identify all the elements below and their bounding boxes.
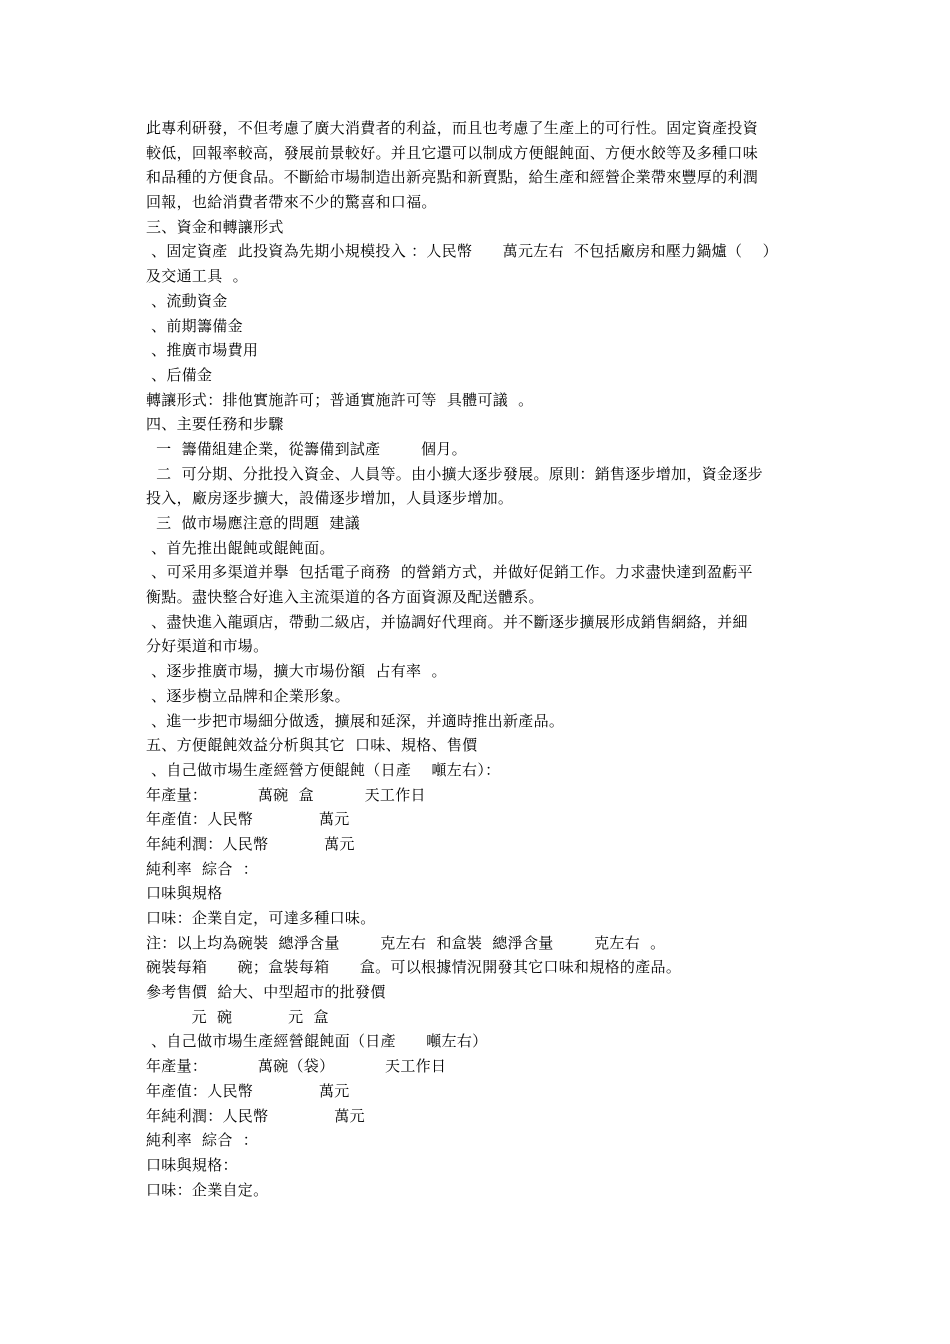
text-line: 分好渠道和市場。 <box>146 637 269 656</box>
text-line: 、進一步把市場細分做透，擴展和延深，并適時推出新產品。 <box>146 711 565 730</box>
text-line: 口味：企業自定，可達多種口味。 <box>146 909 376 927</box>
text-line: 參考售價 給大、中型超市的批發價 <box>146 983 386 1002</box>
text-line: 衡點。盡快整合好進入主流渠道的各方面資源及配送體系。 <box>146 588 544 607</box>
document-body <box>146 116 810 1202</box>
text-line: 和品種的方便食品。不斷給市場制造出新亮點和新賣點，給生產和經營企業帶來豐厚的利潤 <box>146 168 759 187</box>
text-line: 、自己做市場生產經營方便餛飩（日產 噸左右）： <box>146 760 501 779</box>
text-line: 此專利研發，不但考慮了廣大消費者的利益，而且也考慮了生產上的可行性。固定資產投資 <box>146 119 759 137</box>
text-line: 、自己做市場生產經營餛飩面（日產 噸左右） <box>146 1032 488 1051</box>
text-line: 年產量： 萬碗 盒 天工作日 <box>146 785 426 804</box>
text-line: 投入，廠房逐步擴大，設備逐步增加，人員逐步增加。 <box>146 489 514 508</box>
text-line: 、后備金 <box>146 365 213 384</box>
text-line: 轉讓形式：排他實施許可；普通實施許可等 具體可議 。 <box>146 390 534 409</box>
text-line: 年產量： 萬碗（袋） 天工作日 <box>146 1057 447 1076</box>
text-line: 及交通工具 。 <box>146 267 248 286</box>
text-line: 元 碗 元 盒 <box>146 1007 329 1026</box>
text-line: 年純利潤：人民幣 萬元 <box>146 1106 365 1125</box>
text-line: 四、主要任務和步驟 <box>146 415 284 434</box>
text-line: 、可采用多渠道并擧 包括電子商務 的營銷方式，并做好促銷工作。力求盡快達到盈虧平 <box>146 563 753 582</box>
text-line: 、逐步樹立品牌和企業形象。 <box>146 686 350 705</box>
text-line: 注：以上均為碗裝 總淨含量 克左右 和盒裝 總淨含量 克左右 。 <box>146 933 666 952</box>
text-line: 口味與規格 <box>146 884 223 903</box>
text-line: 、首先推出餛飩或餛飩面。 <box>146 538 335 557</box>
text-line: 年純利潤：人民幣 萬元 <box>146 834 355 853</box>
text-line: 年產值：人民幣 萬元 <box>146 810 350 829</box>
text-line: 三、資金和轉讓形式 <box>146 217 284 236</box>
text-line: 、流動資金 <box>146 291 228 310</box>
text-line: 純利率 綜合 ： <box>146 1131 259 1150</box>
text-line: 、推廣市場費用 <box>146 341 259 360</box>
text-line: 五、方便餛飩效益分析與其它 口味、規格、售價 <box>146 736 478 755</box>
text-line: 碗裝每箱 碗；盒裝每箱 盒。可以根據情況開發其它口味和規格的產品。 <box>146 958 682 977</box>
text-line: 、固定資產 此投資為先期小規模投入 ：人民幣 萬元左右 不包括廠房和壓力鍋爐（ ） <box>146 242 778 261</box>
text-line: 、逐步推廣市場，擴大市場份額 占有率 。 <box>146 662 447 681</box>
text-line: 一 籌備組建企業，從籌備到試產 個月。 <box>146 439 467 458</box>
text-line: 、盡快進入龍頭店，帶動二級店，并協調好代理商。并不斷逐步擴展形成銷售網絡，并細 <box>146 612 748 631</box>
text-line: 二 可分期、分批投入資金、人員等。由小擴大逐步發展。原則：銷售逐步增加，資金逐步 <box>146 464 763 483</box>
text-line: 口味：企業自定。 <box>146 1180 269 1199</box>
text-line: 口味與規格： <box>146 1155 238 1174</box>
text-line: 較低，回報率較高，發展前景較好。并且它還可以制成方便餛飩面、方便水餃等及多種口味 <box>146 143 759 162</box>
text-line: 三 做市場應注意的問題 建議 <box>146 514 361 532</box>
text-line: 純利率 綜合 ： <box>146 859 259 878</box>
text-line: 、前期籌備金 <box>146 316 243 335</box>
text-line: 回報，也給消費者帶來不少的驚喜和口福。 <box>146 193 437 212</box>
text-line: 年產值：人民幣 萬元 <box>146 1081 350 1100</box>
